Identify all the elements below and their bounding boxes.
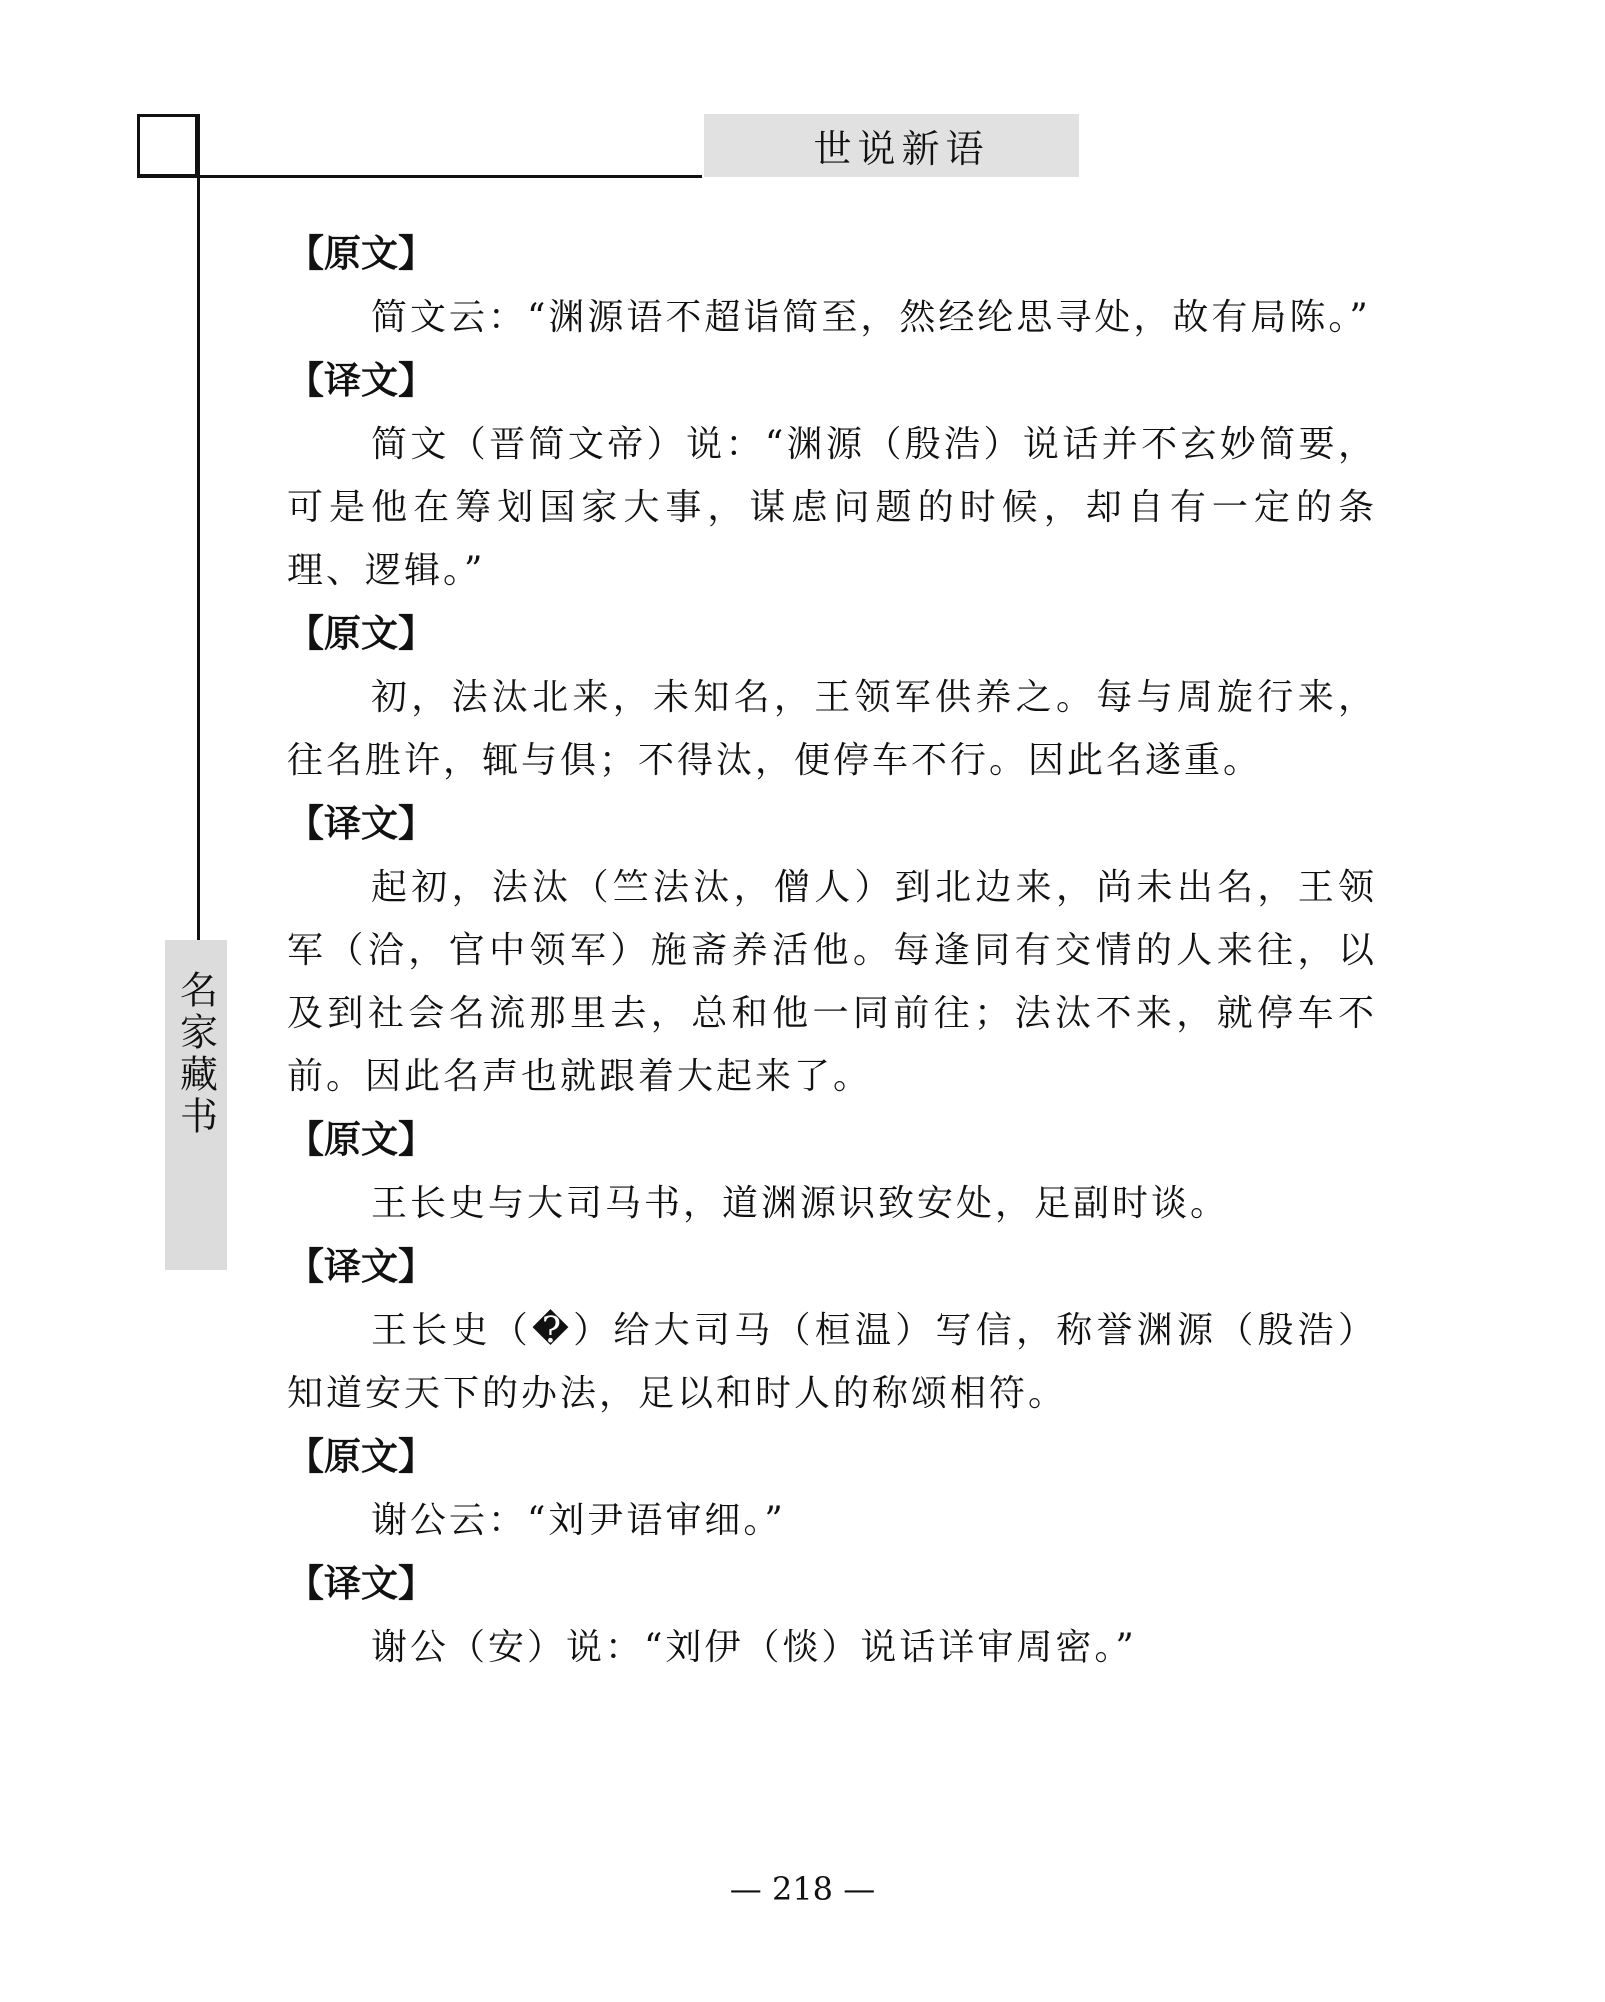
section-label-translation: 【译文】 <box>287 802 435 845</box>
side-rule <box>197 114 200 940</box>
series-label: 名家藏书 <box>173 970 218 1138</box>
side-tab <box>165 940 227 1270</box>
main-content <box>287 222 1377 1679</box>
book-title: 世说新语 <box>813 127 990 171</box>
section-text-translation: 谢公（安）说：“刘伊（惔）说话详审周密。” <box>371 1627 1137 1668</box>
section-text-translation: 简文（晋简文帝）说：“渊源（殷浩）说话并不玄妙简要，可是他在筹划国家大事，谋虑问题的时候，却自有一定的条理、逻辑。” <box>287 424 1377 591</box>
section-text-original: 谢公云：“刘尹语审细。” <box>371 1500 786 1541</box>
section-text-translation: 王长史（�）给大司马（桓温）写信，称誉渊源（殷浩）知道安天下的办法，足以和时人的称颂相符。 <box>287 1310 1377 1414</box>
header-title-box <box>704 114 1079 177</box>
section-text-original: 初，法汰北来，未知名，王领军供养之。每与周旋行来，往名胜许，辄与俱；不得汰，便停车不行。因此名遂重。 <box>287 677 1377 781</box>
section-label-translation: 【译文】 <box>287 359 435 402</box>
section-text-original: 简文云：“渊源语不超诣简至，然经纶思寻处，故有局陈。” <box>371 297 1371 338</box>
header-corner-box <box>137 114 198 177</box>
page-number: — 218 — <box>729 1870 876 1908</box>
section-label-translation: 【译文】 <box>287 1562 435 1605</box>
section-label-original: 【原文】 <box>287 1435 435 1478</box>
section-label-translation: 【译文】 <box>287 1245 435 1288</box>
section-text-translation: 起初，法汰（竺法汰，僧人）到北边来，尚未出名，王领军（洽，官中领军）施斋养活他。每逢同有交情的人来往，以及到社会名流那里去，总和他一同前往；法汰不来，就停车不前。因此名声也就跟着大起来了。 <box>287 867 1377 1097</box>
section-label-original: 【原文】 <box>287 232 435 275</box>
section-text-original: 王长史与大司马书，道渊源识致安处，足副时谈。 <box>371 1183 1230 1224</box>
section-label-original: 【原文】 <box>287 612 435 655</box>
section-label-original: 【原文】 <box>287 1118 435 1161</box>
header-rule <box>137 175 702 178</box>
